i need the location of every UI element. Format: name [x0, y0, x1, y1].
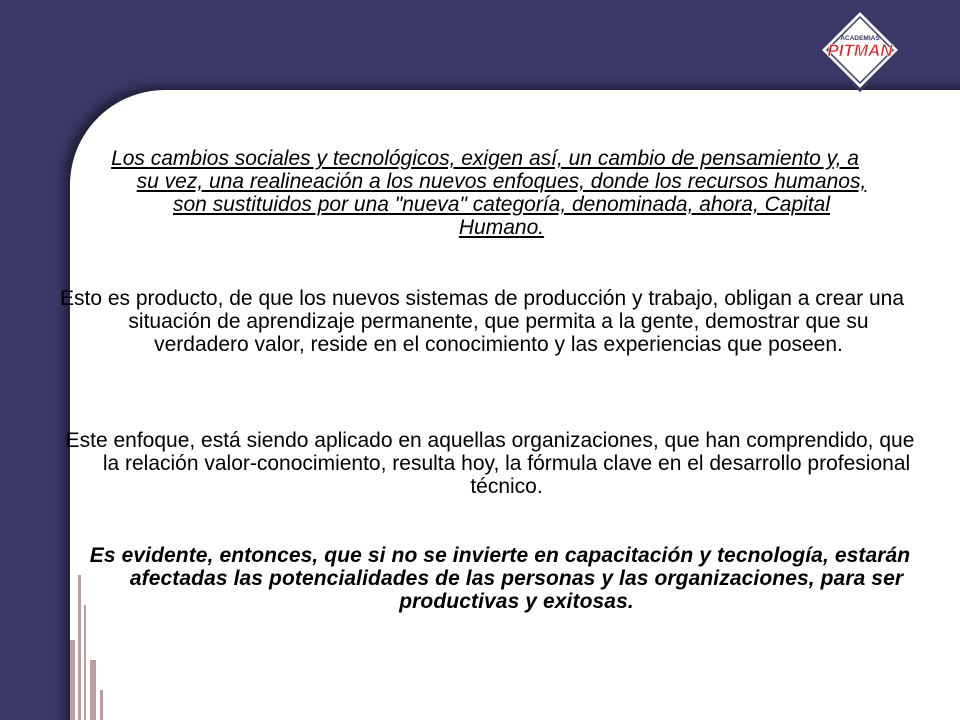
logo-name: PITMAN: [827, 41, 893, 60]
paragraph-aprendizaje: Esto es producto, de que los nuevos sistemas de producción y trabajo, obligan a crear una situación de aprendizaje permanente, que permita a la gente, demostrar que su verdadero valor, reside en el conocimiento y las experiencias que poseen.: [59, 287, 904, 356]
paragraph-capital-humano: Los cambios sociales y tecnológicos, exigen así, un cambio de pensamiento y, a su vez, una realineación a los nuevos enfoques, donde los recursos humanos, son sustituidos por una "nueva" categoría, denominada, ahora, Capital Humano.: [111, 147, 867, 239]
paragraph-conclusion: Es evidente, entonces, que si no se invierte en capacitación y tecnología, estarán afectadas las potencialidades de las personas y las organizaciones, para ser productivas y exitosas.: [89, 544, 911, 613]
paragraph-enfoque: Este enfoque, está siendo aplicado en aquellas organizaciones, que han comprendido, que la relación valor-conocimiento, resulta hoy, la fórmula clave en el desarrollo profesional técnico.: [65, 429, 915, 498]
logo-top-text: ACADEMIAS: [840, 35, 880, 42]
